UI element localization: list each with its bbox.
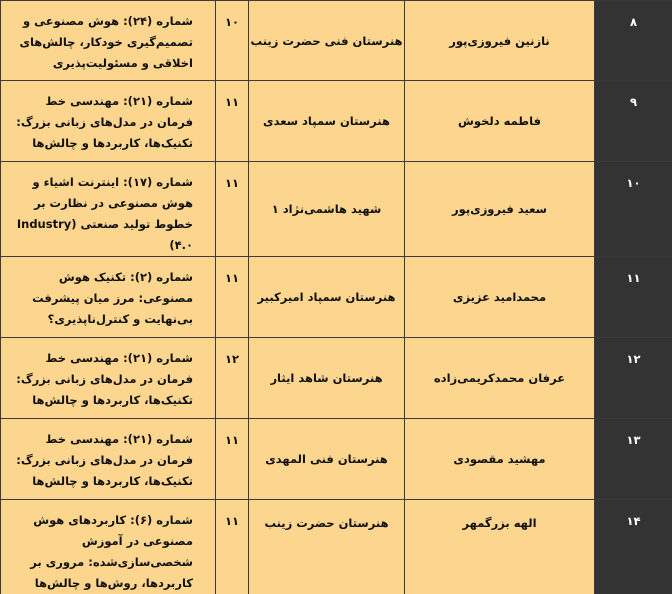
school-name: هنرستان سمپاد سعدی: [249, 81, 405, 162]
row-number: ۱۲: [595, 338, 672, 419]
topic-text: شماره (۲۴): هوش مصنوعی و تصمیم‌گیری خودکار، چالش‌های اخلاقی و مسئولیت‌پذیری: [1, 1, 216, 81]
grade-value: ۱۱: [216, 419, 249, 500]
student-name: الهه بزرگمهر: [405, 500, 595, 594]
topic-text: شماره (۲): تکنیک هوش مصنوعی: مرز میان پیشرفت بی‌نهایت و کنترل‌ناپذیری؟: [1, 257, 216, 338]
grade-value: ۱۱: [216, 500, 249, 594]
grade-value: ۱۱: [216, 162, 249, 257]
school-name: هنرستان شاهد ایثار: [249, 338, 405, 419]
grade-value: ۱۲: [216, 338, 249, 419]
table-row: [1, 1, 672, 81]
topic-text: شماره (۶): کاربردهای هوش مصنوعی در آموزش شخصی‌سازی‌شده: مروری بر کاربردها، روش‌ها و چالش‌ها: [1, 500, 216, 594]
student-name: فاطمه دلخوش: [405, 81, 595, 162]
student-name: مهشید مقصودی: [405, 419, 595, 500]
school-name: شهید هاشمی‌نژاد ۱: [249, 162, 405, 257]
table-row: [1, 162, 672, 257]
row-number: ۱۰: [595, 162, 672, 257]
student-name: نازنین فیروزی‌پور: [405, 1, 595, 81]
row-number: ۱۱: [595, 257, 672, 338]
school-name: هنرستان سمپاد امیرکبیر: [249, 257, 405, 338]
table-row: [1, 419, 672, 500]
table-row: [1, 500, 672, 594]
topic-text: شماره (۱۷): اینترنت اشیاء و هوش مصنوعی در نظارت بر خطوط تولید صنعتی (Industry ۴.۰): [1, 162, 216, 257]
school-name: هنرستان حضرت زینب: [249, 500, 405, 594]
row-number: ۹: [595, 81, 672, 162]
topic-text: شماره (۲۱): مهندسی خط فرمان در مدل‌های زبانی بزرگ: تکنیک‌ها، کاربردها و چالش‌ها: [1, 419, 216, 500]
row-number: ۸: [595, 1, 672, 81]
grade-value: ۱۱: [216, 81, 249, 162]
topic-text: شماره (۲۱): مهندسی خط فرمان در مدل‌های زبانی بزرگ: تکنیک‌ها، کاربردها و چالش‌ها: [1, 338, 216, 419]
student-name: عرفان محمدکریمی‌زاده: [405, 338, 595, 419]
school-name: هنرستان فنی حضرت زینب: [249, 1, 405, 81]
row-number: ۱۴: [595, 500, 672, 594]
student-name: محمدامید عزیزی: [405, 257, 595, 338]
table-row: [1, 338, 672, 419]
student-name: سعید فیروزی‌پور: [405, 162, 595, 257]
row-number: ۱۳: [595, 419, 672, 500]
school-name: هنرستان فنی المهدی: [249, 419, 405, 500]
grade-value: ۱۱: [216, 257, 249, 338]
table-row: [1, 257, 672, 338]
table-row: [1, 81, 672, 162]
topic-text: شماره (۲۱): مهندسی خط فرمان در مدل‌های زبانی بزرگ: تکنیک‌ها، کاربردها و چالش‌ها: [1, 81, 216, 162]
grade-value: ۱۰: [216, 1, 249, 81]
